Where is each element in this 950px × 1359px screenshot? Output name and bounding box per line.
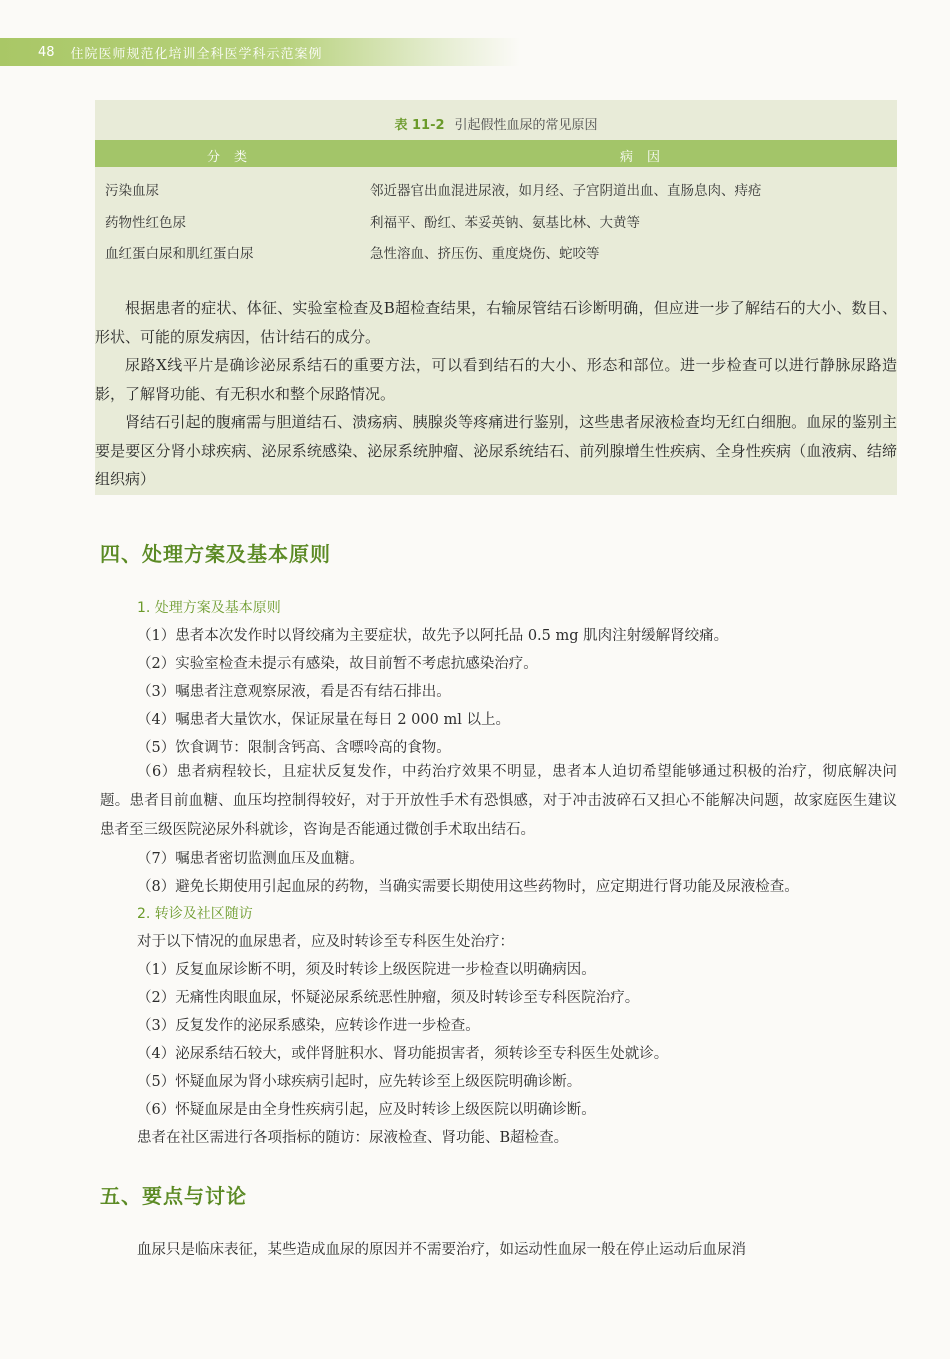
section-title: 五、要点与讨论 bbox=[100, 1184, 247, 1208]
book-title: 住院医师规范化培训全科医学科示范案例 bbox=[70, 46, 323, 62]
list-item: （3）嘱患者注意观察尿液，看是否有结石排出。 bbox=[137, 684, 451, 700]
body-line: 患者在社区需进行各项指标的随访：尿液检查、肾功能、B超检查。 bbox=[137, 1130, 569, 1146]
table-caption bbox=[95, 114, 897, 133]
body-paragraph: 肾结石引起的腹痛需与胆道结石、溃疡病、胰腺炎等疼痛进行鉴别，这些患者尿液检查均无红白细胞。血尿的鉴别主要是要区分肾小球疾病、泌尿系统感染、泌尿系统肿瘤、泌尿系统结石、前列腺增生性疾病、全身性疾病（血液病、结缔组织病） bbox=[95, 413, 897, 488]
list-item: （1）反复血尿诊断不明，须及时转诊上级医院进一步检查以明确病因。 bbox=[137, 962, 596, 978]
list-item: （1）患者本次发作时以肾绞痛为主要症状，故先予以阿托品 0.5 mg 肌肉注射缓解肾绞痛。 bbox=[137, 628, 729, 644]
list-item: （6）患者病程较长，且症状反复发作，中药治疗效果不明显，患者本人迫切希望能够通过积极的治疗，彻底解决问题。患者目前血糖、血压均控制得较好，对于开放性手术有恐惧感，对于冲击波碎石又担心不能解决问题，故家庭医生建议患者至三级医院泌尿外科就诊，咨询是否能通过微创手术取出结石。 bbox=[100, 764, 897, 838]
table-cell-category: 污染血尿 bbox=[105, 183, 159, 199]
table-row bbox=[95, 172, 897, 202]
list-item: （8）避免长期使用引起血尿的药物，当确实需要长期使用这些药物时，应定期进行肾功能及尿液检查。 bbox=[137, 879, 799, 895]
list-item: （5）怀疑血尿为肾小球疾病引起时，应先转诊至上级医院明确诊断。 bbox=[137, 1074, 582, 1090]
body-line: 对于以下情况的血尿患者，应及时转诊至专科医生处治疗： bbox=[137, 934, 514, 950]
list-item: （7）嘱患者密切监测血压及血糖。 bbox=[137, 851, 364, 867]
list-item: （3）反复发作的泌尿系感染，应转诊作进一步检查。 bbox=[137, 1018, 480, 1034]
list-item: （4）泌尿系结石较大，或伴肾脏积水、肾功能损害者，须转诊至专科医生处就诊。 bbox=[137, 1046, 669, 1062]
page-header bbox=[0, 38, 520, 66]
sub-heading: 2. 转诊及社区随访 bbox=[137, 906, 253, 922]
table-header-category: 分类 bbox=[207, 150, 262, 165]
list-item: （4）嘱患者大量饮水，保证尿量在每日 2 000 ml 以上。 bbox=[137, 712, 510, 728]
table-cell-cause: 邻近器官出血混进尿液，如月经、子宫阴道出血、直肠息肉、痔疮 bbox=[370, 183, 762, 199]
sub-heading: 1. 处理方案及基本原则 bbox=[137, 600, 281, 616]
shaded-content-box bbox=[95, 100, 897, 495]
table-cell-cause: 利福平、酚红、苯妥英钠、氨基比林、大黄等 bbox=[370, 215, 640, 231]
table-cell-category: 血红蛋白尿和肌红蛋白尿 bbox=[105, 246, 254, 262]
table-row bbox=[95, 204, 897, 234]
body-paragraph: 尿路X线平片是确诊泌尿系结石的重要方法，可以看到结石的大小、形态和部位。进一步检查可以进行静脉尿路造影，了解肾功能、有无积水和整个尿路情况。 bbox=[95, 356, 897, 403]
table-cell-cause: 急性溶血、挤压伤、重度烧伤、蛇咬等 bbox=[370, 246, 600, 262]
table-header-cause: 病因 bbox=[620, 150, 675, 165]
table-title: 引起假性血尿的常见原因 bbox=[454, 118, 598, 133]
diagnosis-discussion bbox=[95, 294, 897, 494]
body-paragraph: 根据患者的症状、体征、实验室检查及B超检查结果，右输尿管结石诊断明确，但应进一步了解结石的大小、数目、形状、可能的原发病因，估计结石的成分。 bbox=[95, 299, 897, 346]
section-title: 四、处理方案及基本原则 bbox=[100, 542, 331, 566]
list-item: （6）怀疑血尿是由全身性疾病引起，应及时转诊上级医院以明确诊断。 bbox=[137, 1102, 596, 1118]
table-row bbox=[95, 235, 897, 265]
list-item: （5）饮食调节：限制含钙高、含嘌呤高的食物。 bbox=[137, 740, 451, 756]
page-number: 48 bbox=[38, 44, 55, 60]
table-number: 表 11-2 bbox=[394, 118, 445, 133]
table-header-row bbox=[95, 140, 897, 167]
list-item: （2）无痛性肉眼血尿，怀疑泌尿系统恶性肿瘤，须及时转诊至专科医院治疗。 bbox=[137, 990, 640, 1006]
list-item: （2）实验室检查未提示有感染，故目前暂不考虑抗感染治疗。 bbox=[137, 656, 538, 672]
body-line: 血尿只是临床表征，某些造成血尿的原因并不需要治疗，如运动性血尿一般在停止运动后血尿消 bbox=[137, 1242, 746, 1258]
table-cell-category: 药物性红色尿 bbox=[105, 215, 186, 231]
